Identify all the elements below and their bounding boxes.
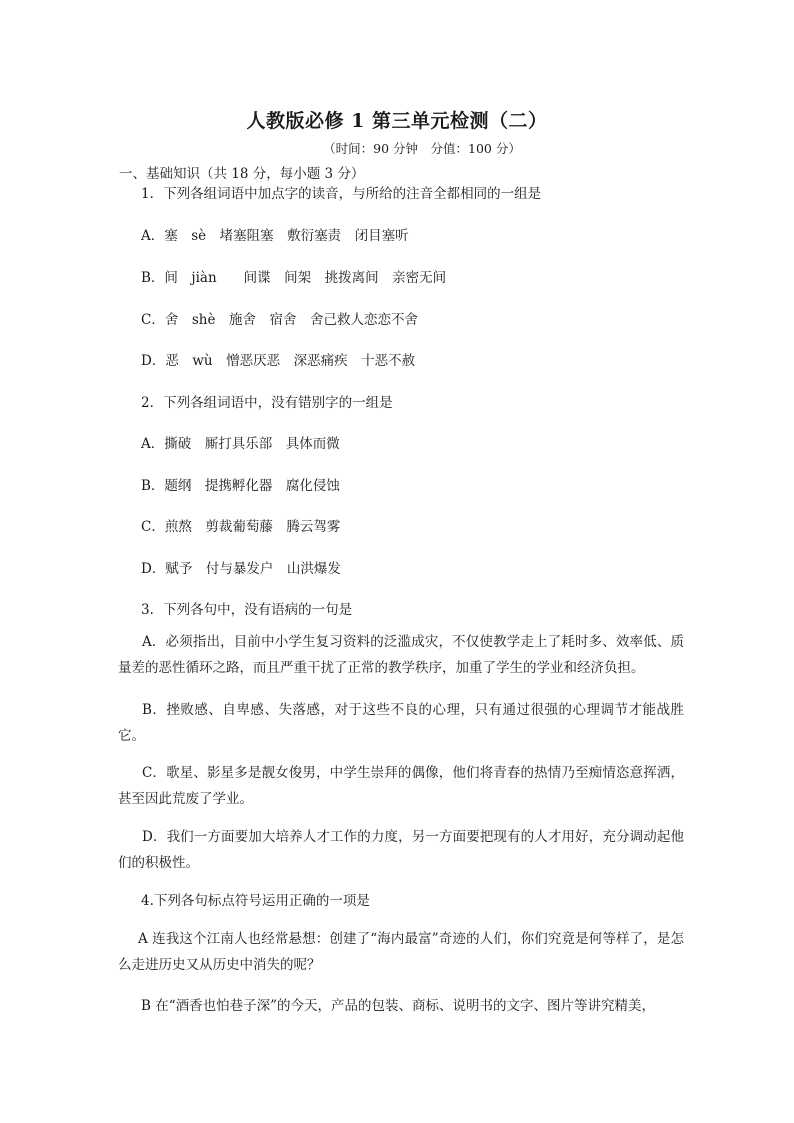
question-4-option-b: B 在“酒香也怕巷子深”的今天，产品的包装、商标、说明书的文字、图片等讲究精美，: [141, 998, 656, 1014]
question-2-option-a: A．撕破 厮打具乐部 具体而微: [141, 436, 340, 452]
question-1-option-b: B．间 jiàn 间谍 间架 挑拨离间 亲密无间: [141, 270, 447, 286]
question-1-option-d: D．恶 wù 憎恶厌恶 深恶痛疾 十恶不赦: [141, 353, 416, 369]
question-3-option-c: C．歌星、影星多是靓女俊男，中学生崇拜的偶像，他们将青春的热情乃至痴情恣意挥洒，甚至因此荒废了学业。: [118, 765, 684, 807]
question-4-option-a: A 连我这个江南人也经常悬想：创建了“海内最富”奇迹的人们，你们究竟是何等样了，是怎么走进历史又从历史中消失的呢？: [118, 931, 684, 973]
question-2-option-d: D．赋予 付与暴发户 山洪爆发: [141, 561, 341, 577]
section-heading: 一、基础知识（共 18 分，每小题 3 分）: [119, 166, 365, 182]
question-3-option-b: B．挫败感、自卑感、失落感，对于这些不良的心理，只有通过很强的心理调节才能战胜它。: [118, 702, 684, 744]
question-2-stem: 2．下列各组词语中，没有错别字的一组是: [141, 395, 393, 411]
question-2-option-b: B．题纲 提携孵化器 腐化侵蚀: [141, 478, 340, 494]
question-1-option-c: C．舍 shè 施舍 宿舍 舍己救人恋恋不舍: [141, 312, 418, 328]
question-1-option-a: A．塞 sè 堵塞阻塞 敷衍塞责 闭目塞听: [141, 228, 409, 244]
document-title: 人教版必修 1 第三单元检测（二）: [246, 110, 548, 132]
question-4-stem: 4.下列各句标点符号运用正确的一项是: [141, 893, 370, 909]
question-3-stem: 3．下列各句中，没有语病的一句是: [141, 602, 353, 618]
question-1-stem: 1．下列各组词语中加点字的读音，与所给的注音全都相同的一组是: [141, 186, 542, 202]
question-2-option-c: C．煎熬 剪裁葡萄藤 腾云驾雾: [141, 519, 341, 535]
question-3-option-a: A．必须指出，目前中小学生复习资料的泛滥成灾，不仅使教学走上了耗时多、效率低、质量差的恶性循环之路，而且严重干扰了正常的教学秩序，加重了学生的学业和经济负担。: [118, 634, 684, 676]
question-3-option-d: D．我们一方面要加大培养人才工作的力度，另一方面要把现有的人才用好，充分调动起他们的积极性。: [118, 829, 684, 871]
document-subtitle: （时间：90 分钟 分值：100 分）: [323, 141, 521, 156]
